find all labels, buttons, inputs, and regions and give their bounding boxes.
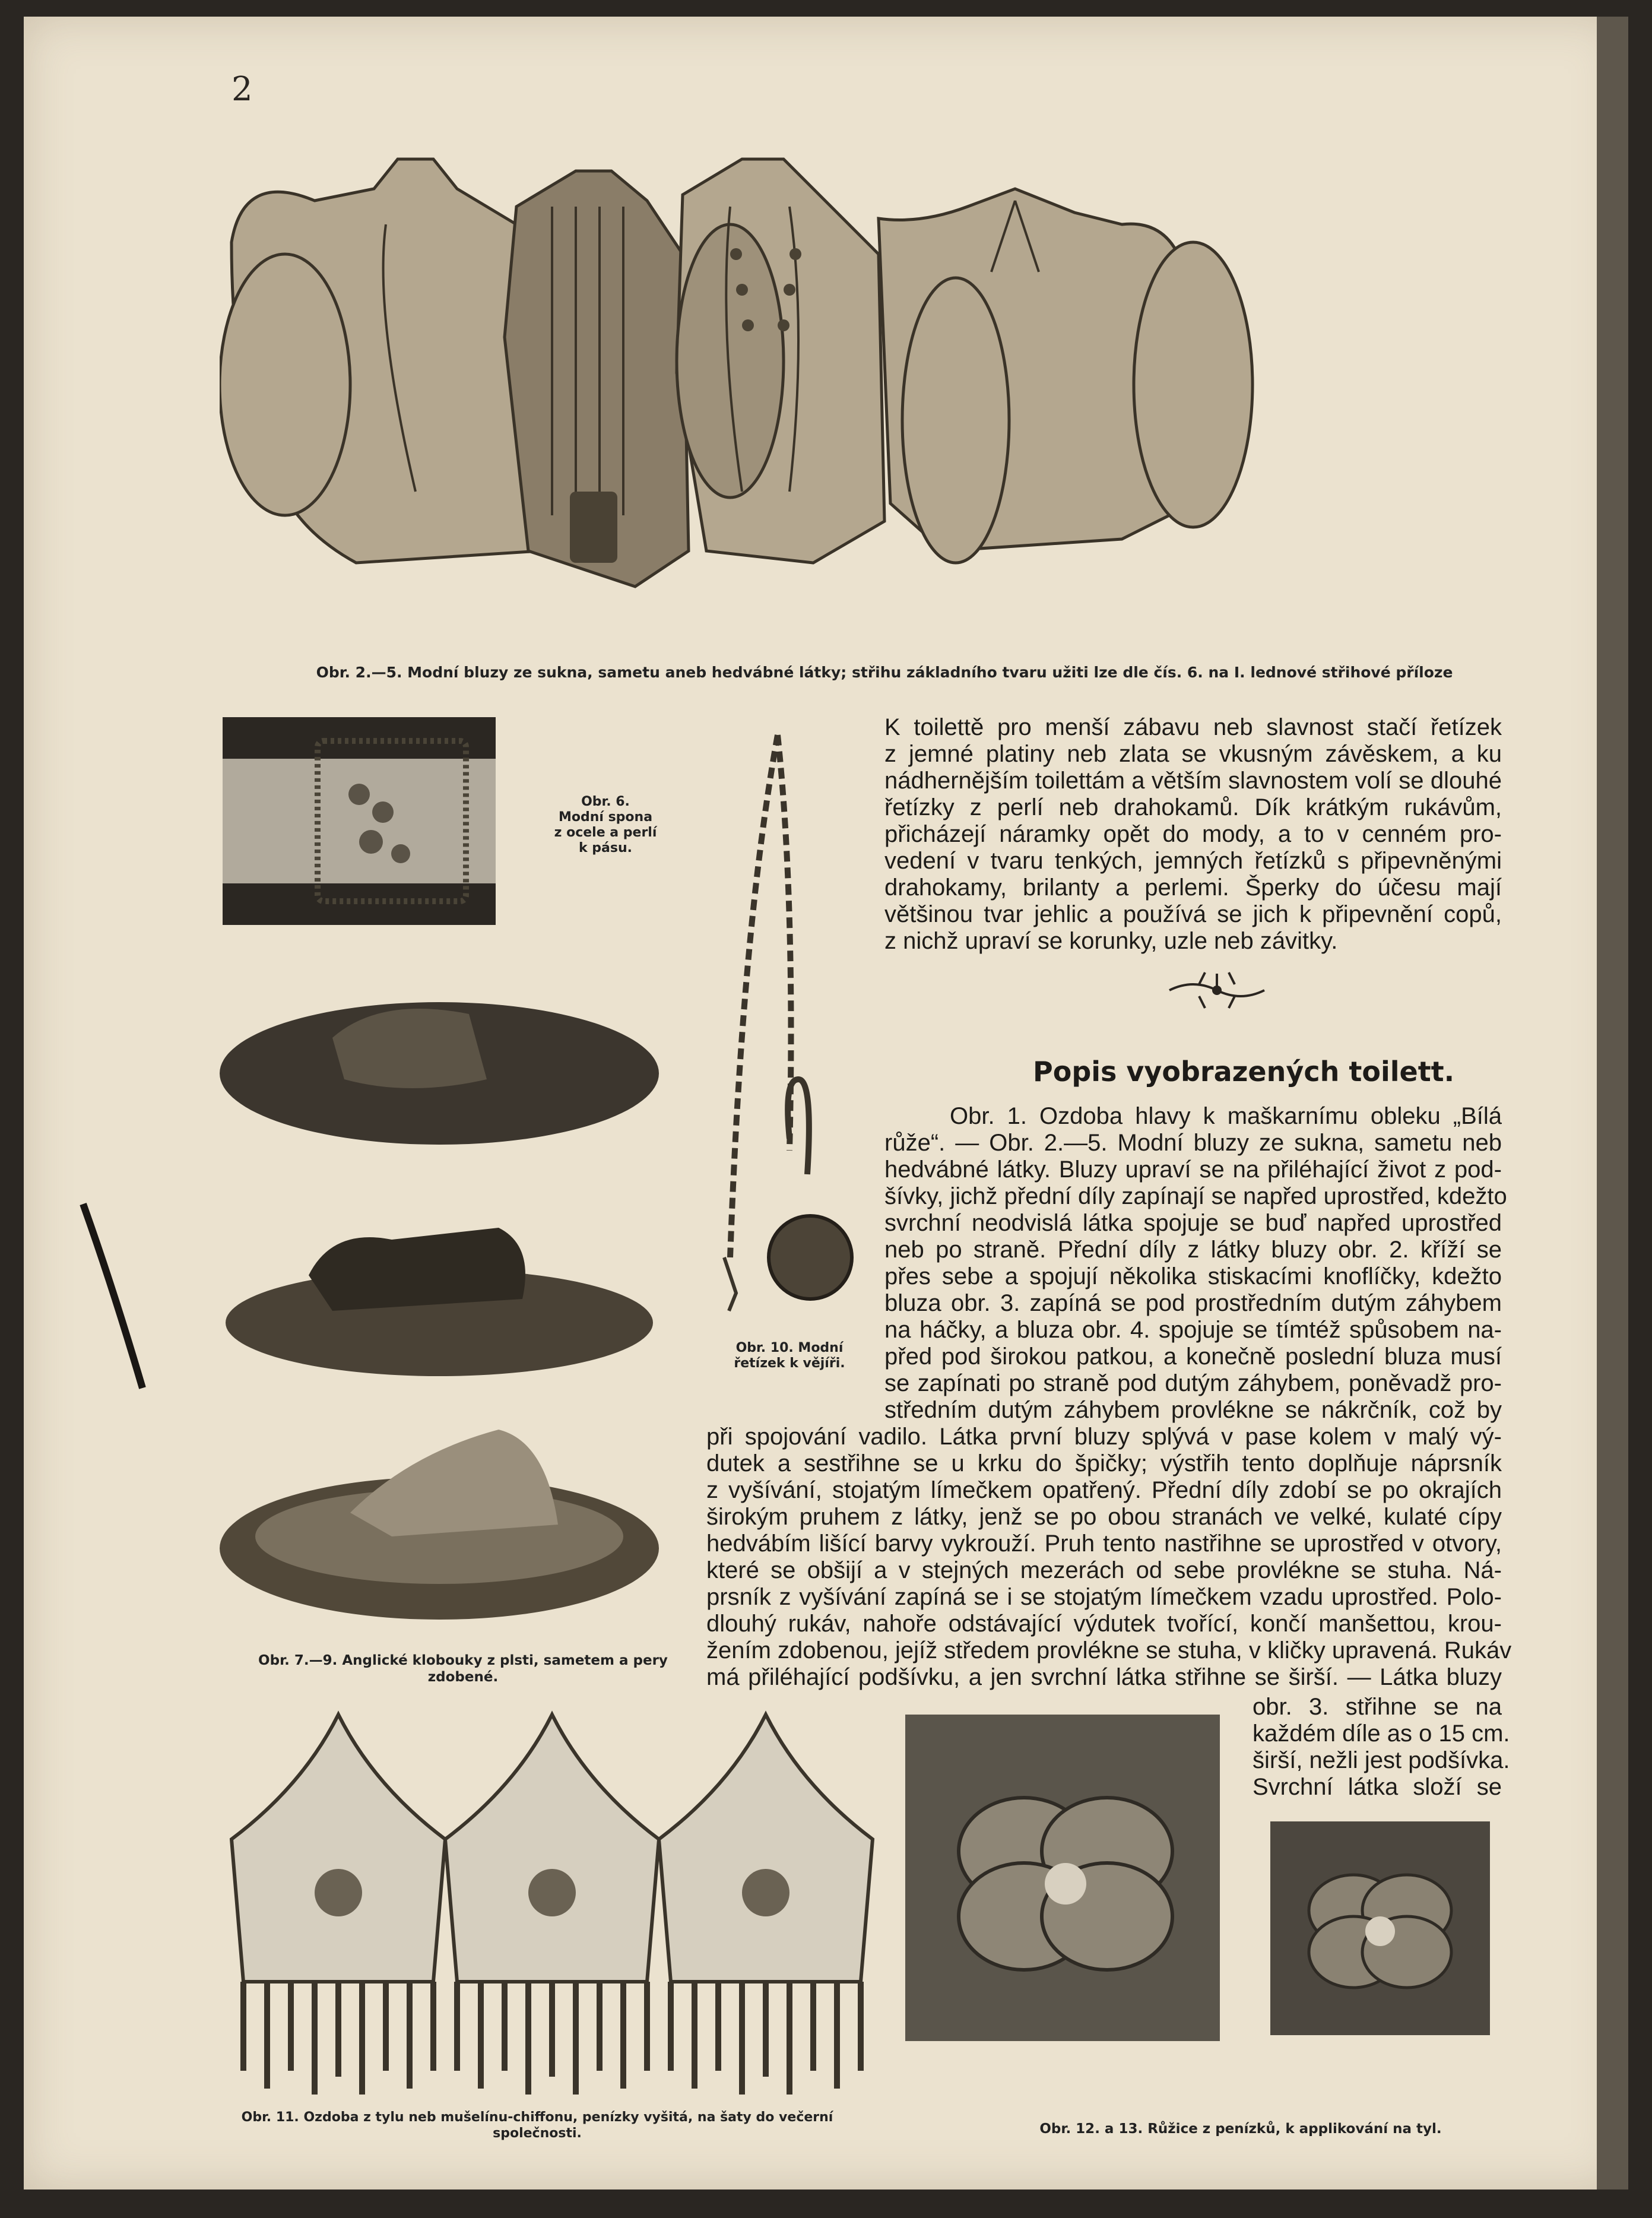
rosette-photo-large xyxy=(905,1715,1220,2041)
text-line: širší, nežli jest podšívka. xyxy=(1253,1747,1510,1773)
text-line: se zapínati po straně pod dutým záhybem, poněvadž pro- xyxy=(884,1370,1502,1396)
caption-fig10-line: Obr. 10. Modní xyxy=(735,1341,844,1355)
text-line: bluza obr. 3. zapíná se pod prostředním dutým záhybem xyxy=(884,1290,1502,1316)
caption-fig6-line: Modní spona xyxy=(558,810,653,825)
caption-fig6 xyxy=(546,794,665,856)
description-paragraph-b xyxy=(706,1424,1512,1691)
text-line: neb po straně. Přední díly z látky bluzy obr. 2. kříží se xyxy=(884,1237,1502,1263)
text-line: žením zdobenou, jejíž středem provlékne se stuha, v kličky upravená. Rukáv xyxy=(706,1637,1512,1664)
caption-fig6-line: z ocele a perlí xyxy=(554,825,657,840)
text-line: které se obšijí a v stejných mezerách od sebe provlékne se stuha. Ná- xyxy=(706,1557,1502,1583)
text-line: Obr. 1. Ozdoba hlavy k maškarnímu obleku „Bílá xyxy=(950,1103,1502,1129)
caption-fig6-line: Obr. 6. xyxy=(581,794,630,809)
text-line: nádhernějším toilettám a větším slavnostem volí se dlouhé xyxy=(884,768,1502,794)
beaded-ornament-illustration xyxy=(220,1703,884,2106)
fan-chain-illustration xyxy=(700,723,879,1329)
text-line: při spojování vadilo. Látka první bluzy splývá v pase kolem v malý vý- xyxy=(706,1424,1502,1450)
floral-divider-icon xyxy=(1163,967,1270,1014)
caption-fig11-line: společnosti. xyxy=(493,2126,582,2141)
margin-pen-mark xyxy=(77,1198,148,1406)
text-line: vedení v tvaru tenkých, jemných řetízků s připevněnými xyxy=(884,848,1502,874)
text-line: přicházejí náramky opět do mody, a to v cenném pro- xyxy=(884,821,1502,847)
text-line: z vyšívání, stojatým límečkem opatřený. Přední díly zdobí se po okrajích xyxy=(706,1477,1502,1503)
text-line: šívky, jichž přední díly zapínají se napřed uprostřed, kdežto xyxy=(884,1183,1507,1209)
text-line: hedvábím lišící barvy vykrouží. Pruh tento nastřihne se uprostřed v otvory, xyxy=(706,1531,1502,1557)
caption-fig7-9-line: Obr. 7.—9. Anglické klobouky z plsti, sametem a pery xyxy=(258,1653,668,1668)
description-paragraph-c xyxy=(1253,1694,1510,1801)
caption-fig10 xyxy=(718,1341,861,1371)
text-line: růže“. — Obr. 2.—5. Modní bluzy ze sukna, sametu neb xyxy=(884,1130,1502,1156)
page-edge-shadow xyxy=(1597,17,1628,2190)
caption-fig11-line: Obr. 11. Ozdoba z tylu neb mušelínu-chiffonu, penízky vyšitá, na šaty do večerní xyxy=(241,2110,833,2125)
buckle-photo xyxy=(223,717,496,925)
rosette-photo-small xyxy=(1270,1821,1490,2035)
hats-illustration xyxy=(214,990,689,1637)
text-line: drahokamy, brilanty a perlemi. Šperky do účesu mají xyxy=(884,874,1502,901)
magazine-page xyxy=(24,17,1621,2190)
page-number: 2 xyxy=(232,70,253,109)
caption-fig7-9-line: zdobené. xyxy=(427,1669,499,1685)
section-heading: Popis vyobrazených toilett. xyxy=(1033,1056,1455,1088)
text-line: dutek a sestřihne se u krku do špičky; výstřih tento doplňuje náprsník xyxy=(706,1450,1502,1476)
caption-fig12-13: Obr. 12. a 13. Růžice z penízků, k applikování na tyl. xyxy=(1039,2121,1442,2137)
caption-fig7-9 xyxy=(226,1652,700,1685)
text-line: řetízky z perlí neb drahokamů. Dík krátkým rukávům, xyxy=(884,794,1502,820)
text-line: prsník z vyšívání zapíná se i se stojatým límečkem vzadu uprostřed. Polo- xyxy=(706,1584,1502,1610)
text-line: každém díle as o 15 cm. xyxy=(1253,1720,1510,1747)
caption-fig10-line: řetízek k vějíři. xyxy=(734,1356,845,1371)
text-line: má přiléhající podšívku, a jen svrchní látka střihne se širší. — Látka bluzy xyxy=(706,1664,1502,1690)
description-paragraph-a xyxy=(884,1103,1507,1424)
text-line: před pod širokou patkou, a konečně poslední bluza musí xyxy=(884,1344,1502,1370)
caption-fig6-line: k pásu. xyxy=(579,841,632,855)
text-line: Svrchní látka složí se xyxy=(1253,1774,1502,1800)
text-line: z nichž upraví se korunky, uzle neb závitky. xyxy=(884,928,1338,954)
caption-fig2-5: Obr. 2.—5. Modní bluzy ze sukna, sametu aneb hedvábné látky; střihu základního tvaru užiti lze dle čís. 6. na I. lednové střihové příloze xyxy=(316,664,1453,681)
text-line: středním dutým záhybem provlékne se nákrčník, což by xyxy=(884,1397,1502,1423)
text-line: hedvábné látky. Bluzy upraví se na přiléhající život z pod- xyxy=(884,1156,1502,1183)
text-line: z jemné platiny neb zlata se vkusným závěskem, a ku xyxy=(884,741,1502,767)
text-line: svrchní neodvislá látka spojuje se buď napřed uprostřed xyxy=(884,1210,1502,1236)
caption-fig11 xyxy=(196,2109,879,2141)
text-line: dlouhý rukáv, nahoře odstávající výdutek tvořící, končí manšettou, krou- xyxy=(706,1611,1502,1637)
text-line: obr. 3. střihne se na xyxy=(1253,1694,1502,1720)
text-line: K toilettě pro menší zábavu neb slavnost stačí řetízek xyxy=(884,714,1502,740)
blouses-illustration xyxy=(220,135,1561,658)
intro-paragraph xyxy=(884,714,1502,955)
text-line: na háčky, a bluza obr. 4. spojuje se tímtéž spůsobem na- xyxy=(884,1317,1502,1343)
text-line: většinou tvar jehlic a používá se jich k připevnění copů, xyxy=(884,901,1502,927)
text-line: přes sebe a spojují několika stiskacími knoflíčky, kdežto xyxy=(884,1263,1502,1289)
text-line: širokým pruhem z látky, jenž se po obou stranách ve velké, kulaté cípy xyxy=(706,1504,1502,1530)
